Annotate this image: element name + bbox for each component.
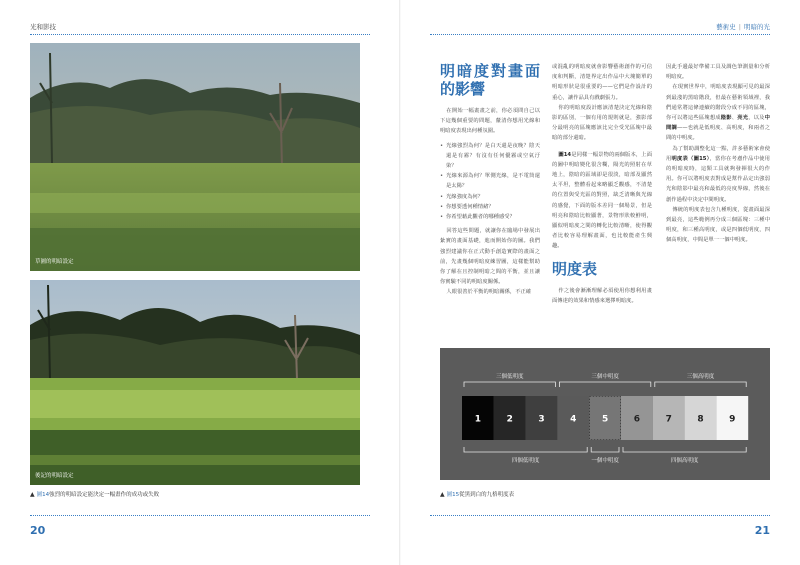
paragraph: 圖14是同樣一幅景物的兩個版本，上面的圖中明暗變化很含糊，陽光的照射在草地上，陰暗的區域卻是很淡，暗部及顯然太平坦，整體看起來略顯乏觀感，不清楚的位置與受光區的對照，缺乏清晰與光線的感覺，下面的版本差同一個場景，但是明亮和陰暗比較顯著，景物形狀較鮮明，顯似明暗度之間的轉化比較清晰，使得觀者比較容易理解畫面，也比較能產生興趣。: [552, 151, 652, 250]
group-label: 三個高明度: [686, 374, 715, 380]
page-spine: [399, 0, 401, 565]
running-header-left: 光和影技: [30, 23, 56, 31]
group-bracket: [559, 382, 650, 387]
header-rule-left: [30, 34, 370, 35]
group-bracket: [464, 447, 587, 452]
value-scale-chart: [440, 348, 770, 480]
paragraph: 在開始一幅畫畫之前，你必須問自己以下這幾個重要的問題，釐清你想用光線和明暗度表現出何種氛圍。: [440, 108, 540, 135]
paragraph: 人眼很善於平衡的明暗關係，不正確: [446, 289, 532, 296]
painting-label-final: 後記的明暗設定: [35, 473, 74, 479]
value-label: 2: [506, 414, 513, 425]
figure-ref: 圖14: [558, 151, 572, 158]
list-item: • 光線強烈為何？是白天還是夜晚？陰天還是有霧？有沒有任何優霧或空氣汙染？: [440, 141, 540, 172]
page-number-right: 21: [754, 524, 770, 537]
paragraph: 在現實世界中，明暗度表現顯可見的最深到最淺的黑暗階段，但最在藝術領域裡，我們通常將這條連續的階段分成不同的區塊，你可以將這些區塊想成陰影、亮光，以及中間調——也就是低明度、高明度，和兩者之間的中明度。: [666, 84, 770, 142]
group-label: 一個中明度: [591, 458, 619, 464]
header-chapter: 明暗的光: [744, 23, 770, 31]
value-scale-svg: [440, 348, 770, 480]
value-label: 8: [697, 414, 704, 425]
section-title: 明暗度對畫面的影響: [440, 62, 540, 98]
list-item: • 光線來源為何？單側光線，是不電筒還是太陽？: [440, 171, 540, 191]
header-separator: |: [738, 23, 741, 31]
page-number-left: 20: [30, 524, 46, 537]
group-label: 三個低明度: [495, 374, 524, 380]
group-bracket: [591, 447, 619, 452]
group-label: 四個低明度: [511, 458, 540, 464]
paragraph: 作之後會漸漸理解必須使用你想利用畫面傳達的效果和情感來選擇明暗度。: [552, 287, 652, 304]
painting-label-sketch: 草圖的明暗設定: [35, 259, 74, 265]
footer-rule-left: [30, 515, 370, 516]
value-label: 9: [729, 414, 736, 425]
caption-triangle-icon: ▲: [440, 491, 445, 498]
paragraph: 你的明暗度設計應該清楚決定光線和陰影的區別，一個有用的規則就是，強影部分最明亮的區塊應該比完全受光區塊中最暗的部分還暗。: [552, 104, 652, 142]
figure-ref: 圖14: [36, 492, 50, 498]
paragraph: 傳統的明度表包含九種明度，從畫面最深到最亮，這些範例再分成三個區塊：三種中明度，和三種高明度，或是四個低明度，四個高明度，中間是單一一個中明度。: [666, 206, 770, 244]
group-label: 三個中明度: [591, 374, 619, 380]
text-column-2: [552, 62, 652, 306]
value-label: 4: [570, 414, 577, 425]
question-list: [440, 141, 540, 223]
paragraph: 或混亂的明暗度就會影響藝術創作的可信度和判斷，清楚界定出作品中大塊簡單的明暗形狀是很重要的——它們是作設計的重心，讓作品具有戲劇張力。: [552, 64, 652, 101]
paragraph: 為了幫助調整化這一點，許多藝術家會使用明度表（圖15），當你在考慮作品中使用的明暗度時，這類工具就夠發揮很大的作用。你可以將明度表對成是幫作品定出強弱光和陰影中最亮和最低的亮度界線，然後在創作過程中決定中間明度。: [666, 145, 770, 203]
figure-15-caption: [440, 490, 514, 498]
value-label: 6: [633, 414, 641, 425]
group-bracket: [623, 447, 746, 452]
paragraph: 回答這些問題，就讓你在臨場中發展出紮實的畫面基礎，進而開始你的圖。我們強烈建議你在正式動手創造實際的畫面之前，先畫幾個明暗度練習圖，這樣能幫助你了解在且控制明暗之間的平衡，並且讓你實驗不同的明暗度關係。: [440, 228, 540, 286]
value-label: 1: [474, 414, 482, 425]
value-label: 5: [601, 414, 609, 425]
footer-rule-right: [430, 515, 770, 516]
header-section: 藝術史: [716, 23, 736, 31]
list-item: • 你希望藉此觀者的哪種感受？: [440, 212, 540, 222]
running-header-right: [716, 22, 770, 31]
list-item: • 你想要透何種情緒？: [440, 202, 540, 212]
header-rule-right: [430, 34, 770, 35]
caption-triangle-icon: ▲: [30, 491, 35, 498]
caption-text: 從黑到白的九格明度表: [459, 492, 515, 498]
text-column-3: [666, 62, 770, 246]
figure-ref: 圖15: [446, 492, 460, 498]
landscape-painting-final: [30, 280, 360, 485]
paragraph: 因此手邊最好準備工具及調色筆測量和分析明暗度。: [666, 64, 770, 81]
landscape-painting-sketch: [30, 43, 360, 271]
text-column-1: [440, 62, 540, 298]
section-title-value-scale: 明度表: [552, 259, 598, 278]
value-label: 7: [665, 414, 672, 425]
group-bracket: [655, 382, 746, 387]
caption-text: 強烈的明暗設定能決定一幅畫作的成功或失敗: [49, 492, 160, 498]
group-label: 四個高明度: [670, 458, 699, 464]
value-label: 3: [538, 414, 545, 425]
list-item: • 光線強度為何？: [440, 192, 540, 202]
group-bracket: [464, 382, 555, 387]
figure-14-caption: [30, 490, 159, 498]
